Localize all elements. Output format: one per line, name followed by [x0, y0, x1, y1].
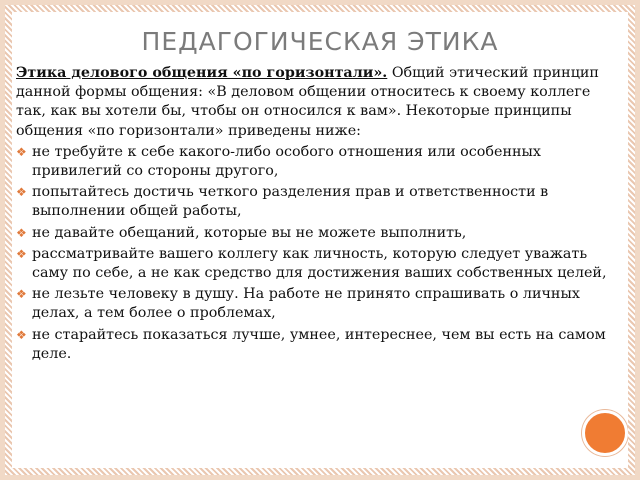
list-item	[16, 143, 616, 181]
bullet-icon: ❖	[16, 225, 27, 240]
bullet-icon: ❖	[16, 144, 27, 159]
list-item-text: попытайтесь достичь четкого разделения прав и ответственности в выполнении общей работы,	[32, 184, 549, 220]
list-item	[16, 285, 616, 323]
list-item-text: не требуйте к себе какого-либо особого отношения или особенных привилегий со стороны другого,	[32, 143, 541, 180]
bullet-icon: ❖	[16, 327, 27, 342]
decorative-circle-icon	[582, 410, 628, 456]
bullet-icon: ❖	[16, 287, 27, 302]
list-item-text: не давайте обещаний, которые вы не можете выполнить,	[32, 224, 467, 241]
slide	[12, 12, 628, 468]
list-item-text: рассматривайте вашего коллегу как личность, которую следует уважать саму по себе, а не как средство для достижения ваших собственных целей,	[32, 245, 607, 282]
bullet-icon: ❖	[16, 185, 27, 200]
list-item-text: не старайтесь показаться лучше, умнее, интереснее, чем вы есть на самом деле.	[32, 326, 606, 362]
intro-paragraph	[16, 64, 616, 141]
list-item	[16, 245, 616, 283]
intro-text: Общий этический принцип данной формы общения: «В деловом общении относитесь к своему коллеге так, как вы хотели бы, чтобы он относился к вам». Некоторые принципы общения «по горизонтали» приведены ниже:	[16, 65, 599, 139]
slide-content	[16, 64, 616, 364]
principles-list	[16, 143, 616, 364]
intro-lead: Этика делового общения «по горизонтали».	[16, 65, 388, 81]
list-item-text: не лезьте человеку в душу. На работе не принято спрашивать о личных делах, а тем более о проблемах,	[32, 286, 580, 322]
bullet-icon: ❖	[16, 246, 27, 261]
list-item	[16, 326, 616, 364]
slide-title: ПЕДАГОГИЧЕСКАЯ ЭТИКА	[141, 27, 499, 56]
list-item	[16, 224, 616, 243]
list-item	[16, 183, 616, 221]
